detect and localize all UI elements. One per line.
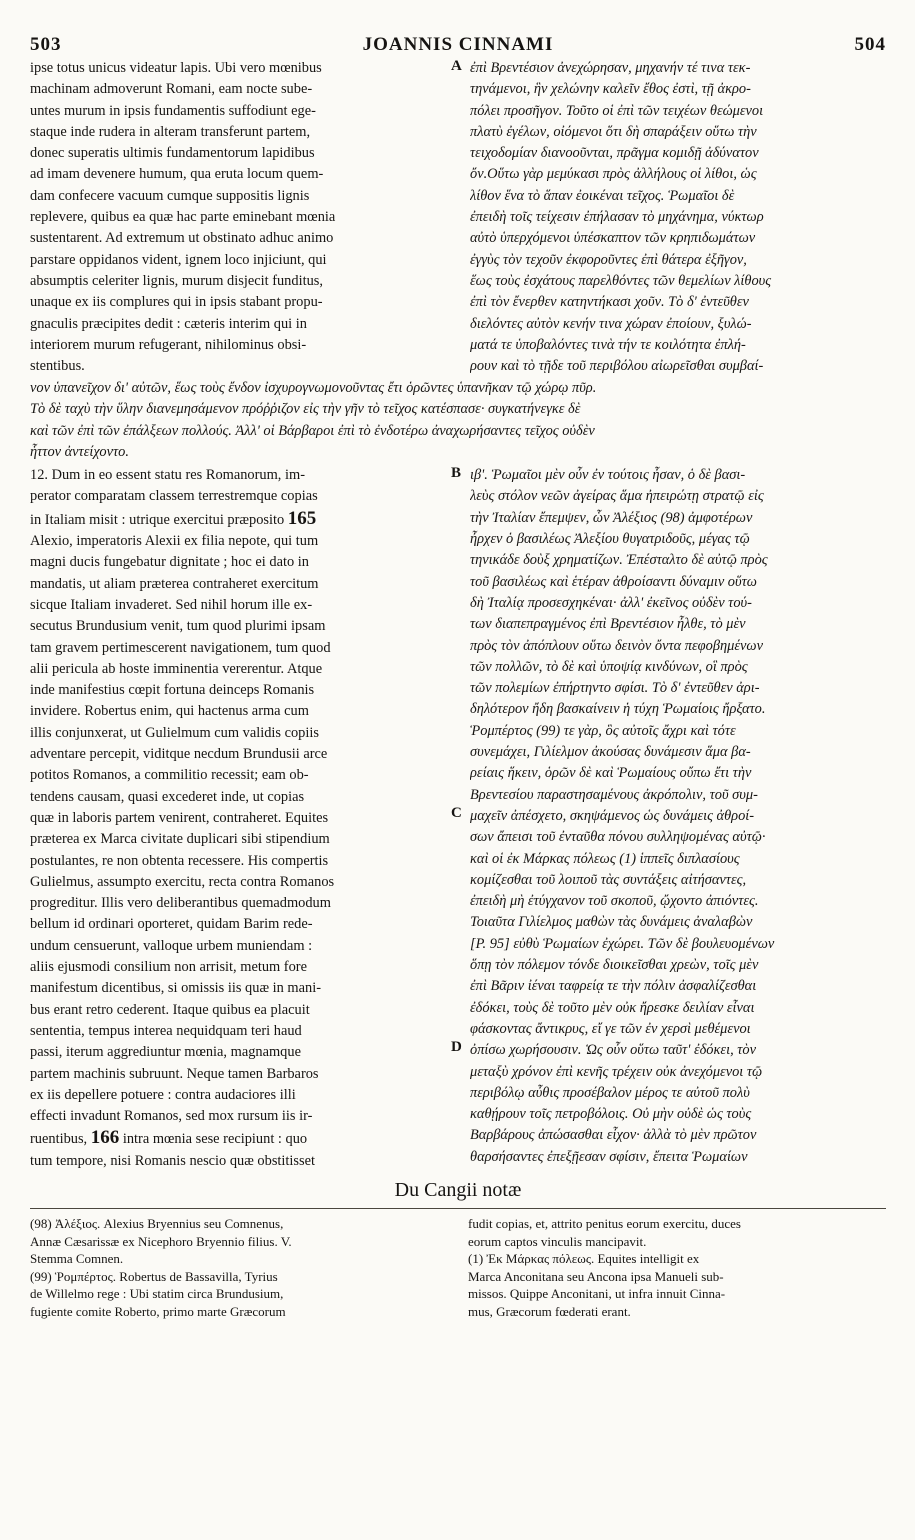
latin-line: ad imam devenere humum, qua eruta locum quem- [30,166,324,183]
note-line: missos. Quippe Anconitani, ut infra innuit Cinna- [468,1286,726,1302]
greek-line: ὅπῃ τὸν πόλεμον τόνδε διοικεῖσθαι χρεὼν, τοῖς μὲν [470,957,759,974]
latin-line: sustentarent. Ad extremum ut obstinato adhuc animo [30,230,334,247]
latin-line: donec superatis ultimis fundamentorum lapidibus [30,145,315,162]
margin-marker-a: A [451,58,462,74]
latin-line: potitos Romanos, a commilitio recessit; eam ob- [30,767,309,784]
latin-line: secutus Brundusium venit, tum quod plurimi ipsam [30,618,326,635]
latin-line: bus erant retro cederent. Itaque quibus ea placuit [30,1001,310,1018]
latin-line: parstare oppidanos vident, ignem loco injiciunt, qui [30,251,327,268]
greek-line: διελόντες αὐτὸν κενήν τινα χώραν ἐποίουν, ξυλώ- [470,315,752,332]
greek-line: ἐπειδὴ τοῖς τείχεσιν ἐπήλασαν τὸ μηχάνημα, νύκτωρ [470,209,764,226]
greek-line: Βαρβάρους ἀπώσασθαι εἶχον· ἀλλὰ τὸ μὲν πρῶτον [470,1127,757,1144]
latin-line: stentibus. [30,358,85,375]
latin-line-text: intra mœnia sese recipiunt : quo [119,1131,308,1148]
latin-line: tam gravem pertimescerent navigationem, tum quod [30,639,331,656]
greek-line: τῶν πολλῶν, τὸ δὲ καὶ ὑποψίᾳ κινδύνων, οἳ πρὸς [470,658,748,675]
latin-line: aliis ejusmodi consilium non arrisit, metum fore [30,959,307,976]
greek-line: Ῥομπέρτος (99) τε γὰρ, ὃς αὐτοῖς ἄχρι καὶ τότε [470,722,736,739]
greek-fullwidth-line: ἧττον ἀντείχοντο. [30,443,129,460]
latin-line: dam confecere vacuum cumque suppositis lignis [30,187,310,204]
greek-line: ἐπὶ Βᾶριν ἰέναι ταφρείᾳ τε τὴν πόλιν ἀσφαλίζεσθαι [470,978,757,995]
latin-line: untes murum in ipsis fundamentis suffodiunt ege- [30,102,316,119]
latin-line: manifestum dicentibus, si omissis iis quæ in mani- [30,980,322,997]
margin-marker-b: B [451,465,462,482]
latin-line: mandatis, ut aliam præterea contraheret exercitum [30,575,319,592]
greek-line: ιβ'. Ῥωμαῖοι μὲν οὖν ἐν τούτοις ἦσαν, ὁ δὲ βασι- [470,467,746,484]
greek-line: ὄν.Οὕτω γὰρ μεμύκασι πρὸς ἀλλήλους οἱ λίθοι, ὡς [470,166,757,183]
latin-line: unaque ex iis complures qui in ipsis stabant propu- [30,294,323,311]
note-line: mus, Græcorum fœderati erant. [468,1303,631,1319]
latin-line-text: in Italiam misit : utrique exercitui præposito [30,511,288,528]
greek-line: σων ἄπεισι τοῦ ἐνταῦθα πόνου συλληψομένας αὐτῷ· [470,829,766,846]
note-line: Stemma Comnen. [30,1251,124,1267]
notes-left-column [30,1215,450,1320]
page-ref-166: 166 [90,1127,120,1149]
latin-line: perator comparatam classem terrestremque copias [30,488,318,505]
section-1 [30,58,886,378]
latin-line: absumptis celeriter lignis, murum disjecit funditus, [30,272,323,289]
note-line: fudit copias, et, attrito penitus eorum exercitu, duces [468,1216,741,1232]
page-ref-165: 165 [287,507,317,529]
latin-line: inde manifestius cœpit fortuna deinceps Romanis [30,682,315,699]
greek-fullwidth-line: Τὸ δὲ ταχὺ τὴν ὕλην διανεμησάμενον πρόῤῥιζον εἰς τὴν γῆν τὸ τεῖχος κατέσπασε· συγκατήνεγκε δὲ [30,401,581,418]
greek-line: συνεμάχει, Γιλίελμον ἀκούσας δυνάμεσιν ἅμα βα- [470,744,751,761]
latin-column-1 [30,58,445,377]
greek-line: ἐγγὺς τὸν τεχοῦν ἐκφοροῦντες ἐπὶ θάτερα ἐξῆγον, [470,251,747,268]
latin-line: 12. Dum in eo essent statu res Romanorum, im- [30,467,305,484]
latin-line [30,1127,445,1150]
latin-line: ex iis depellere potuere : contra audaciores illi [30,1086,296,1103]
latin-line: sicque Italiam invaderet. Sed nihil horum ille ex- [30,596,313,613]
greek-line: λεὺς στόλον νεῶν ἀγείρας ἅμα ἠπειρώτῃ στρατῷ εἰς [470,488,764,505]
margin-marker-d: D [451,1039,462,1056]
latin-line: illis conjunxerat, ut Gulielmum cum validis copiis [30,724,319,741]
greek-line: φάσκοντας ἄντικρυς, εἴ γε τῶν ἐν χερσὶ μεθέμενοι [470,1020,751,1037]
book-page [30,28,886,1335]
latin-line: alii pericula ab hoste imminentia vererentur. Atque [30,660,323,677]
latin-line: gnaculis præcipites dedit : cæteris interim qui in [30,315,307,332]
greek-line: [P. 95] εὐθὺ Ῥωμαίων ἐχώρει. Τῶν δὲ βουλευομένων [470,935,775,952]
notes-right-column [468,1215,886,1320]
notes-section [30,1215,886,1335]
latin-line: partem machinis subruunt. Neque tamen Barbaros [30,1065,319,1082]
note-line: Marca Anconitana seu Ancona ipsa Manueli sub- [468,1268,724,1284]
greek-line: Τοιαῦτα Γιλίελμος μαθὼν τὰς δυνάμεις ἀναλαβὼν [470,914,753,931]
greek-line: καὶ οἱ ἐκ Μάρκας πόλεως (1) ἱππεῖς διπλασίους [470,850,740,867]
greek-fullwidth-line: νον ὑπανεῖχον δι' αὐτῶν, ἕως τοὺς ἔνδον ἰσχυρογνωμονοῦντας ἔτι ὁρῶντες ὑπανῆκαν τῷ χώρῳ πῦρ. [30,380,597,396]
note-line: Annæ Cæsarissæ ex Nicephoro Bryennio filius. V. [30,1233,292,1249]
greek-line: ἐπὶ τὸν ἔνερθεν κατηντήκασι χοῦν. Τὸ δ' ἐντεῦθεν [470,294,749,311]
note-line: fugiente comite Roberto, primo marte Græcorum [30,1303,286,1319]
note-line: eorum captos vinculis mancipavit. [468,1233,647,1249]
greek-line: ρουν καὶ τὸ τῇδε τοῦ περιβόλου αἰωρεῖσθαι συμβαί- [470,358,764,375]
greek-line: θαρσήσαντες ἐπεξῇεσαν σφίσιν, ἔπειτα Ῥωμαίων [470,1148,748,1165]
note-line: de Willelmo rege : Ubi statim circa Brundusium, [30,1286,284,1302]
latin-line: quæ in laboris partem venirent, contraheret. Equites [30,809,329,826]
greek-line: Βρεντεσίου παραστησαμένους ἀκρόπολιν, τοῦ συμ- [470,786,758,803]
latin-line: replevere, quibus ea quæ hac parte eminebant mœnia [30,209,336,226]
latin-line: tendens causam, quasi excederet inde, ut copias [30,788,305,805]
notes-heading: Du Cangii notæ [394,1179,522,1202]
latin-line: progreditur. Illis vero deliberantibus quemadmodum [30,895,331,912]
latin-line: adventare percepit, viditque necdum Brundusii arce [30,746,328,763]
greek-line: μαχεῖν ἀπέσχετο, σκηψάμενος ὡς δυνάμεις ἀθροί- [470,807,755,824]
latin-line: staque inde rudera in alteram transferunt partem, [30,123,311,140]
greek-line: ἐπὶ Βρεντέσιον ἀνεχώρησαν, μηχανήν τέ τινα τεκ- [470,60,751,76]
greek-line: καθῄρουν τοῖς πετροβόλοις. Οὐ μὴν οὐδὲ ὡς τοὺς [470,1106,752,1123]
latin-line: interiorem murum refugerant, nihilominus obsi- [30,336,307,353]
page-number-right: 504 [854,34,886,55]
section-2 [30,465,886,1171]
latin-line: postulantes, re non obtenta recessere. His compertis [30,852,329,869]
greek-line: ἦρχεν ὁ βασιλέως Ἀλεξίου θυγατριδοῦς, μέγας τῷ [470,531,750,548]
greek-line: μεταξὺ χρόνον ἐπὶ κενῆς τρέχειν οὐκ ἀνεχόμενοι τῷ [470,1063,763,1080]
latin-line: passi, iterum aggrediuntur mœnia, magnamque [30,1044,301,1061]
margin-marker-c: C [451,805,462,822]
greek-line: τηνάμενοι, ἣν χελώνην καλεῖν ἔθος ἐστὶ, τῇ ἀκρο- [470,81,751,98]
latin-line: undum censuerunt, valloque urbem muniendam : [30,937,313,954]
latin-line [30,508,445,531]
latin-line: præterea ex Marca civitate duplicari sibi stipendium [30,831,330,848]
greek-line: τὴν Ἰταλίαν ἔπεμψεν, ὧν Ἀλέξιος (98) ἀμφοτέρων [470,509,753,526]
greek-line: τηνικάδε δοὺξ χρηματίζων. Ἐπέσταλτο δὲ αὐτῷ πρὸς [470,552,768,569]
note-line: (99) Ῥομπέρτος. Robertus de Bassavilla, Tyrius [30,1268,278,1284]
latin-line: effecti invadunt Romanos, sed mox rursum iis ir- [30,1108,313,1125]
page-number-left: 503 [30,34,62,55]
greek-line: περιβόλῳ αὖθις προσέβαλον μέρος τε αὐτοῦ πολὺ [470,1084,750,1101]
latin-line: Alexio, imperatoris Alexii ex filia nepote, qui tum [30,533,319,550]
greek-line: πόλει προσῆγον. Τοῦτο οἱ ἐπὶ τῶν τειχέων θεώμενοι [470,102,764,119]
running-title: JOANNIS CINNAMI [362,34,554,55]
greek-fullwidth-line: καὶ τῶν ἐπὶ τῶν ἐπάλξεων πολλούς. Ἀλλ' οἱ Βάρβαροι ἐπὶ τὸ ἐνδοτέρω ἀναχωρήσαντες τεῖχος οὐδὲν [30,422,595,439]
greek-line: ἐπειδὴ μὴ ἐτύγχανον τοῦ σκοποῦ, ᾤχοντο ἀπιόντες. [470,893,759,910]
greek-line: ματά τε ὑποβαλόντες τινὰ τήν τε κοιλότητα ἐπλή- [470,336,746,353]
greek-line: πρὸς τὸν ἀπόπλουν οὕτω δεινὸν ὄντα πεφοβημένων [470,637,763,654]
latin-line: sententia, tempus interea nequidquam teri haud [30,1022,302,1039]
running-header [30,28,886,58]
greek-line: ἕως τοὺς ἐσχάτους παρελθόντες τῶν θεμελίων λίθους [470,272,772,289]
latin-column-2 [30,465,445,1172]
latin-line: ipse totus unicus videatur lapis. Ubi vero mœnibus [30,60,322,76]
greek-line: πλατὺ ἐγέλων, οἰόμενοι ὅτι δὴ σπαράξειν οὕτω τὴν [470,123,757,140]
latin-line: invidere. Robertus enim, qui hactenus arma cum [30,703,309,720]
greek-line: ἐδόκει, τοὺς δὲ τοῦτο μὲν οὐκ ἤρεσκε δειλίαν εἶναι [470,999,755,1016]
latin-line: machinam admoverunt Romani, eam nocte sube- [30,81,313,98]
greek-line: ρείαις ἥκειν, ὁρῶν δὲ καὶ Ῥωμαίους οὔπω ἔτι τὴν [470,765,752,782]
greek-line: τειχοδομίαν διανοοῦνται, πρᾶγμα κομιδῇ ἀδύνατον [470,145,759,162]
greek-line: ὀπίσω χωρήσουσιν. Ὡς οὖν οὕτω ταῦτ' ἐδόκει, τὸν [470,1042,757,1059]
greek-fullwidth-block [30,378,886,463]
note-line: (1) Ἐκ Μάρκας πόλεως. Equites intelligit ex [468,1251,700,1267]
latin-line-text: ruentibus, [30,1131,91,1148]
latin-line: Gulielmus, assumpto exercitu, recta contra Romanos [30,873,335,890]
greek-line: αὐτὸ ὑπερχόμενοι ὑπέσκαπτον τῶν κρηπιδωμάτων [470,230,756,247]
notes-divider [30,1208,886,1209]
latin-line: bellum id ordinari oporteret, quidam Barim rede- [30,916,313,933]
greek-line: δηλότερον ἤδη βασκαίνειν ἡ τύχη Ῥωμαίοις ἤρξατο. [470,701,766,718]
greek-line: τῶν πολεμίων ἐπήρτηντο σφίσι. Τὸ δ' ἐντεῦθεν ἀρι- [470,680,760,697]
latin-line: magni ducis fungebatur dignitate ; hoc ei dato in [30,554,309,571]
greek-line: κομίζεσθαι τοῦ λοιποῦ τὰς συντάξεις αἰτήσαντες, [470,871,747,888]
note-line: (98) Ἀλέξιος. Alexius Bryennius seu Comnenus, [30,1216,284,1232]
greek-column-2 [470,465,886,1168]
latin-line: tum tempore, nisi Romanis nescio quæ obstitisset [30,1152,316,1169]
greek-line: τοῦ βασιλέως καὶ ἑτέραν ἀθροίσαντι δύναμιν οὕτω [470,573,757,590]
greek-line: λίθον ἕνα τὸ ἅπαν ἐοικέναι τεῖχος. Ῥωμαῖοι δὲ [470,187,735,204]
greek-column-1 [470,58,886,377]
greek-line: των διαπεπραγμένος ἐπὶ Βρεντέσιον ἦλθε, τὸ μὲν [470,616,746,633]
greek-line: δὴ Ἰταλίᾳ προσεσχηκέναι· ἀλλ' ἐκεῖνος οὐδὲν τού- [470,594,752,611]
